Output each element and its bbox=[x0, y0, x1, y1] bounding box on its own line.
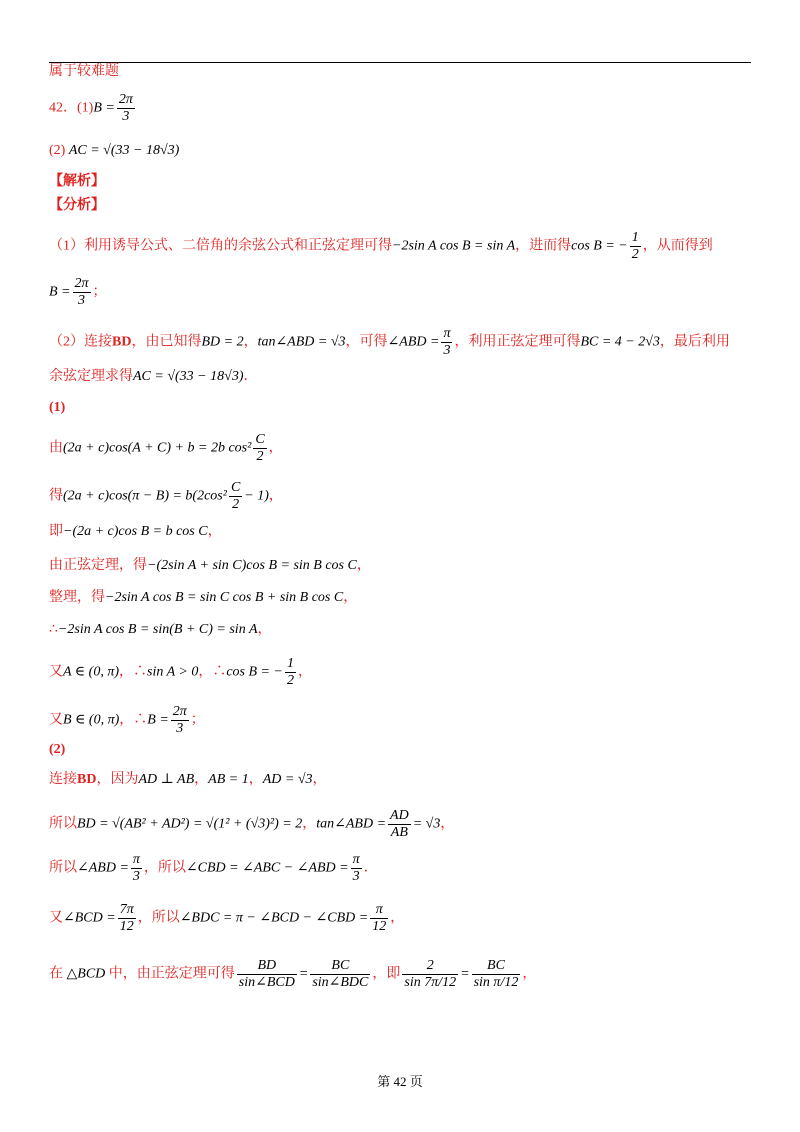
text: ， bbox=[440, 816, 455, 832]
text: 在 bbox=[49, 966, 63, 982]
step-2-4 bbox=[49, 902, 404, 935]
text: ； bbox=[190, 712, 205, 728]
text: 又 bbox=[49, 910, 63, 926]
text: ，可得 bbox=[345, 334, 388, 350]
text: ； bbox=[92, 284, 107, 300]
text: ， bbox=[243, 334, 258, 350]
math: −2sin A cos B = sin A bbox=[392, 238, 516, 254]
text: ， bbox=[257, 622, 272, 637]
fraction: $\frac{BD}{\text{sin∠BCD}}$ bbox=[238, 958, 295, 990]
math: = bbox=[460, 966, 470, 982]
math: − 1) bbox=[244, 488, 269, 504]
fraction: $\frac{2}{\sin 7\pi/12}$ bbox=[404, 958, 457, 990]
math: AC = √(33 − 18√3) bbox=[133, 369, 244, 384]
math: cos B = − bbox=[571, 238, 628, 254]
text: 所以 bbox=[49, 860, 77, 876]
text: ，进而得 bbox=[515, 238, 572, 254]
text: ，∴ bbox=[119, 712, 148, 728]
step-1 bbox=[49, 432, 283, 465]
math: = bbox=[298, 966, 309, 982]
text: 中，由正弦定理可得 bbox=[108, 966, 235, 982]
fraction: $\frac{BC}{\text{sin π/12}}$ bbox=[473, 958, 519, 990]
fraction: $\frac{\pi}{3}$ bbox=[443, 326, 451, 358]
fraction: $\frac{\pi}{3}$ bbox=[132, 852, 140, 884]
math: ∠ABD = bbox=[387, 334, 440, 350]
fraction: $\frac{1}{2}$ bbox=[631, 230, 639, 262]
text: 整理，得 bbox=[49, 590, 105, 605]
answer-1 bbox=[49, 92, 137, 125]
fraction: $\frac{AD}{AB}$ bbox=[390, 808, 409, 840]
text: ， bbox=[268, 440, 283, 456]
math: (2a + c)cos(A + C) + b = 2b cos² bbox=[63, 440, 252, 456]
fraction: $\frac{1}{2}$ bbox=[286, 656, 294, 688]
math: ∠BCD = bbox=[63, 910, 116, 926]
math: A ∈ (0, π) bbox=[63, 664, 119, 680]
step-3 bbox=[49, 522, 222, 542]
math: = √3 bbox=[412, 816, 441, 832]
text: BD bbox=[77, 772, 97, 787]
text: ，所以 bbox=[143, 860, 186, 876]
text: 又 bbox=[49, 664, 63, 680]
step-2-1 bbox=[49, 770, 327, 790]
math: △BCD bbox=[66, 966, 106, 982]
text: 得 bbox=[49, 488, 63, 504]
text: ， bbox=[343, 590, 358, 605]
question-number: 42．(1) bbox=[49, 100, 94, 116]
text: ， bbox=[194, 772, 209, 787]
fraction: $\frac{C}{2}$ bbox=[255, 432, 265, 464]
math: B = bbox=[49, 284, 71, 300]
math: −(2a + c)cos B = b cos C bbox=[63, 524, 208, 539]
step-6 bbox=[49, 620, 272, 640]
text: ，∴ bbox=[119, 664, 147, 680]
text: BD bbox=[112, 334, 132, 350]
fraction: $\frac{2\pi}{3}$ bbox=[74, 276, 89, 308]
math: ∠BDC = π − ∠BCD − ∠CBD = bbox=[179, 910, 369, 926]
step-2-3 bbox=[49, 852, 378, 885]
math: (2a + c)cos(π − B) = b(2cos² bbox=[63, 488, 227, 504]
text: ， bbox=[268, 488, 283, 504]
text: ， bbox=[297, 664, 312, 680]
analysis-2 bbox=[49, 326, 730, 359]
text: ，从而得到 bbox=[642, 238, 713, 254]
analysis-2-cont bbox=[49, 367, 257, 387]
page-footer: 第 42 页 bbox=[377, 1074, 423, 1089]
text: ， bbox=[302, 816, 317, 832]
step-2-2 bbox=[49, 808, 454, 841]
text: ， bbox=[356, 558, 371, 573]
text: 连接 bbox=[49, 772, 77, 787]
text: （1）利用诱导公式、二倍角的余弦公式和正弦定理可得 bbox=[49, 238, 392, 254]
fraction: $\frac{C}{2}$ bbox=[230, 480, 241, 512]
text: 由正弦定理，得 bbox=[49, 558, 147, 573]
fraction: $\frac{2\pi}{3}$ bbox=[118, 92, 133, 124]
text: ，由已知得 bbox=[131, 334, 202, 350]
text: ． bbox=[363, 860, 378, 876]
math: B ∈ (0, π) bbox=[63, 712, 120, 728]
fraction: $\frac{BC}{\text{sin∠BDC}}$ bbox=[312, 958, 369, 990]
math: BD = 2 bbox=[201, 334, 244, 350]
text: ，所以 bbox=[137, 910, 180, 926]
math: ∠CBD = ∠ABC − ∠ABD = bbox=[185, 860, 349, 876]
step-4 bbox=[49, 556, 371, 576]
fraction: $\frac{2\pi}{3}$ bbox=[172, 704, 187, 736]
text: ，利用正弦定理可得 bbox=[454, 334, 581, 350]
math: −(2sin A + sin C)cos B = sin B cos C bbox=[147, 558, 357, 573]
answer-2 bbox=[49, 141, 179, 161]
text: 由 bbox=[49, 440, 63, 456]
fenxi-heading: 【分析】 bbox=[49, 198, 105, 213]
text: （2）连接 bbox=[49, 334, 112, 350]
math: AC = √(33 − 18√3) bbox=[68, 143, 180, 158]
text: ， bbox=[390, 910, 405, 926]
fraction: $\frac{7\pi}{12}$ bbox=[119, 902, 134, 934]
part-2-label: (2) bbox=[49, 742, 66, 757]
analysis-1 bbox=[49, 230, 713, 263]
math: BD = √(AB² + AD²) = √(1² + (√3)²) = 2 bbox=[77, 816, 303, 832]
fraction: $\frac{\pi}{12}$ bbox=[372, 902, 387, 934]
header-rule bbox=[49, 62, 751, 63]
analysis-1-cont bbox=[49, 276, 107, 309]
math: AD = √3 bbox=[262, 772, 313, 787]
step-8 bbox=[49, 704, 205, 737]
math: AB = 1 bbox=[208, 772, 249, 787]
math: cos B = − bbox=[226, 664, 283, 680]
text: ， bbox=[312, 772, 327, 787]
math: −2sin A cos B = sin(B + C) = sin A bbox=[57, 622, 258, 637]
math: −2sin A cos B = sin C cos B + sin B cos C bbox=[105, 590, 344, 605]
math: tan∠ABD = bbox=[316, 816, 387, 832]
step-2 bbox=[49, 480, 283, 513]
text: ，因为 bbox=[96, 772, 139, 787]
text: ， bbox=[207, 524, 222, 539]
text: 余弦定理求得 bbox=[49, 369, 133, 384]
math: B = bbox=[147, 712, 169, 728]
jiexi-heading: 【解析】 bbox=[49, 174, 105, 189]
text: ，∴ bbox=[198, 664, 227, 680]
math: tan∠ABD = √3 bbox=[257, 334, 346, 350]
difficulty-label: 属于较难题 bbox=[49, 64, 119, 79]
text: ， bbox=[248, 772, 263, 787]
math: B = bbox=[93, 100, 115, 116]
fraction: $\frac{\pi}{3}$ bbox=[352, 852, 360, 884]
text: 所以 bbox=[49, 816, 77, 832]
label: (2) bbox=[49, 143, 66, 158]
text: ，最后利用 bbox=[659, 334, 730, 350]
text: ． bbox=[243, 369, 258, 384]
math: ∠ABD = bbox=[77, 860, 129, 876]
math: BC = 4 − 2√3 bbox=[580, 334, 660, 350]
step-2-5 bbox=[49, 958, 536, 991]
math: sin A > 0 bbox=[147, 664, 199, 680]
text: 又 bbox=[49, 712, 63, 728]
text: ∴ bbox=[49, 622, 58, 637]
part-1-label: (1) bbox=[49, 400, 66, 415]
math: AD ⊥ AB bbox=[138, 772, 195, 787]
text: ， bbox=[522, 966, 537, 982]
step-5 bbox=[49, 588, 357, 608]
step-7 bbox=[49, 656, 312, 689]
text: 即 bbox=[49, 524, 63, 539]
text: ，即 bbox=[372, 966, 401, 982]
